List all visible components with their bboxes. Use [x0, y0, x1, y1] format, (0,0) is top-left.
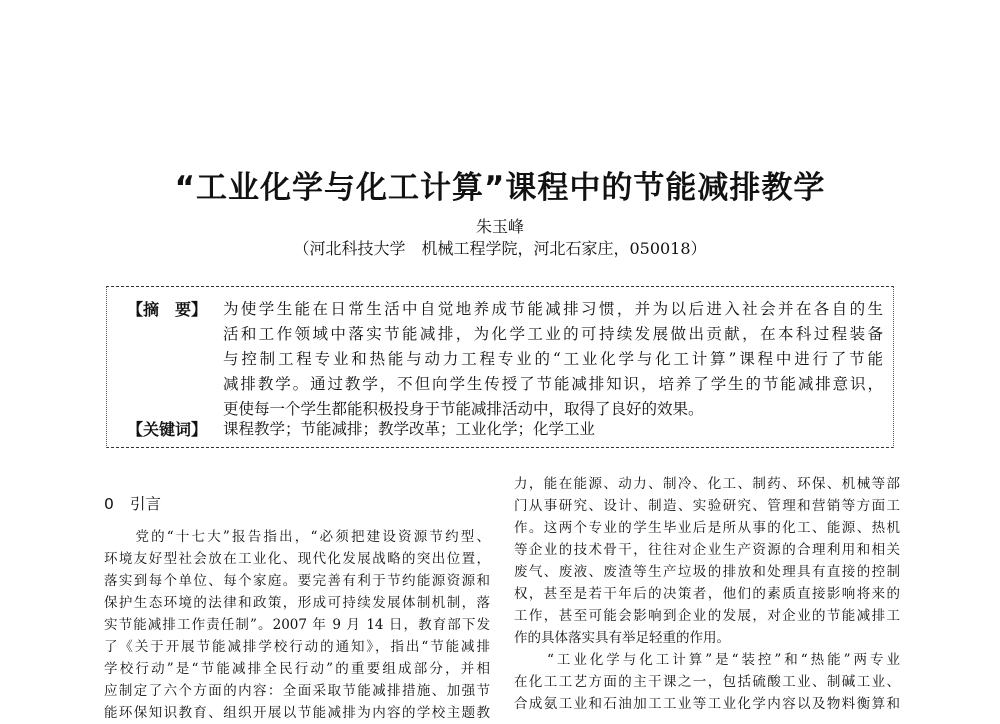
- body-line: 在化工工艺方面的主干课之一，包括硫酸工业、制碱工业、: [514, 674, 900, 690]
- abstract-line: 为使学生能在日常生活中自觉地养成节能减排习惯，并为以后进入社会并在各自的生: [223, 300, 883, 318]
- section-number: 0: [104, 495, 114, 513]
- keywords-text: 课程教学；节能减排；教学改革；工业化学；化学工业: [223, 420, 596, 438]
- paper-title: “工业化学与化工计算”课程中的节能减排教学: [174, 170, 826, 206]
- abstract-line: 减排教学。通过教学，不但向学生传授了节能减排知识，培养了学生的节能减排意识，: [223, 375, 883, 393]
- abstract-line: 与控制工程专业和热能与动力工程专业的“工业化学与化工计算”课程中进行了节能: [223, 350, 883, 368]
- body-line: 了《关于开展节能减排学校行动的通知》，指出“节能减排: [104, 639, 490, 655]
- body-line: 作的具体落实具有举足轻重的作用。: [514, 630, 730, 646]
- body-line: 合成氨工业和石油加工工业等工业化学内容以及物料衡算和: [514, 696, 900, 712]
- body-line: 能环保知识教育、组织开展以节能减排为内容的学校主题教: [104, 705, 490, 721]
- section-heading: [104, 492, 490, 514]
- body-line: 工作，甚至可能会影响到企业的发展，对企业的节能减排工: [514, 608, 900, 624]
- body-line: 环境友好型社会放在工业化、现代化发展战略的突出位置，: [104, 551, 490, 567]
- abstract-box: [106, 286, 894, 448]
- body-line: 等企业的技术骨干，往往对企业生产资源的合理利用和相关: [514, 542, 900, 558]
- abstract-line: 活和工作领域中落实节能减排，为化学工业的可持续发展做出贡献，在本科过程装备: [223, 325, 883, 343]
- abstract-line: 更使每一个学生都能积极投身于节能减排活动中，取得了良好的效果。: [223, 400, 704, 418]
- body-line: 应制定了六个方面的内容：全面采取节能减排措施、加强节: [104, 683, 490, 699]
- abstract-text: [223, 297, 883, 422]
- body-line: 力，能在能源、动力、制冷、化工、制药、环保、机械等部: [514, 476, 900, 492]
- abstract-label: 【摘 要】: [127, 300, 208, 319]
- body-line: 权，甚至是若干年后的决策者，他们的素质直接影响将来的: [514, 586, 900, 602]
- body-line: 落实到每个单位、每个家庭。要完善有利于节约能源资源和: [104, 573, 490, 589]
- body-line: “工业化学与化工计算”是“装控”和“热能”两专业: [514, 652, 900, 668]
- body-line: 门从事研究、设计、制造、实验研究、管理和营销等方面工: [514, 498, 900, 514]
- body-line: 保护生态环境的法律和政策，形成可持续发展体制机制，落: [104, 595, 490, 611]
- author-name: 朱玉峰: [475, 217, 524, 236]
- keywords-label: 【关键词】: [127, 420, 208, 439]
- section-title: 引言: [130, 495, 162, 513]
- right-column: [514, 473, 900, 715]
- author-affiliation: （河北科技大学 机械工程学院，河北石家庄，050018）: [293, 239, 707, 258]
- body-line: 党的“十七大”报告指出，“必须把建设资源节约型、: [104, 529, 490, 545]
- body-line: 废气、废液、废渣等生产垃圾的排放和处理具有直接的控制: [514, 564, 900, 580]
- left-column: [104, 478, 490, 724]
- body-line: 作。这两个专业的学生毕业后是所从事的化工、能源、热机: [514, 520, 900, 536]
- body-line: 实节能减排工作责任制”。2007 年 9 月 14 日，教育部下发: [104, 617, 490, 633]
- body-line: 学校行动”是“节能减排全民行动”的重要组成部分，并相: [104, 661, 490, 677]
